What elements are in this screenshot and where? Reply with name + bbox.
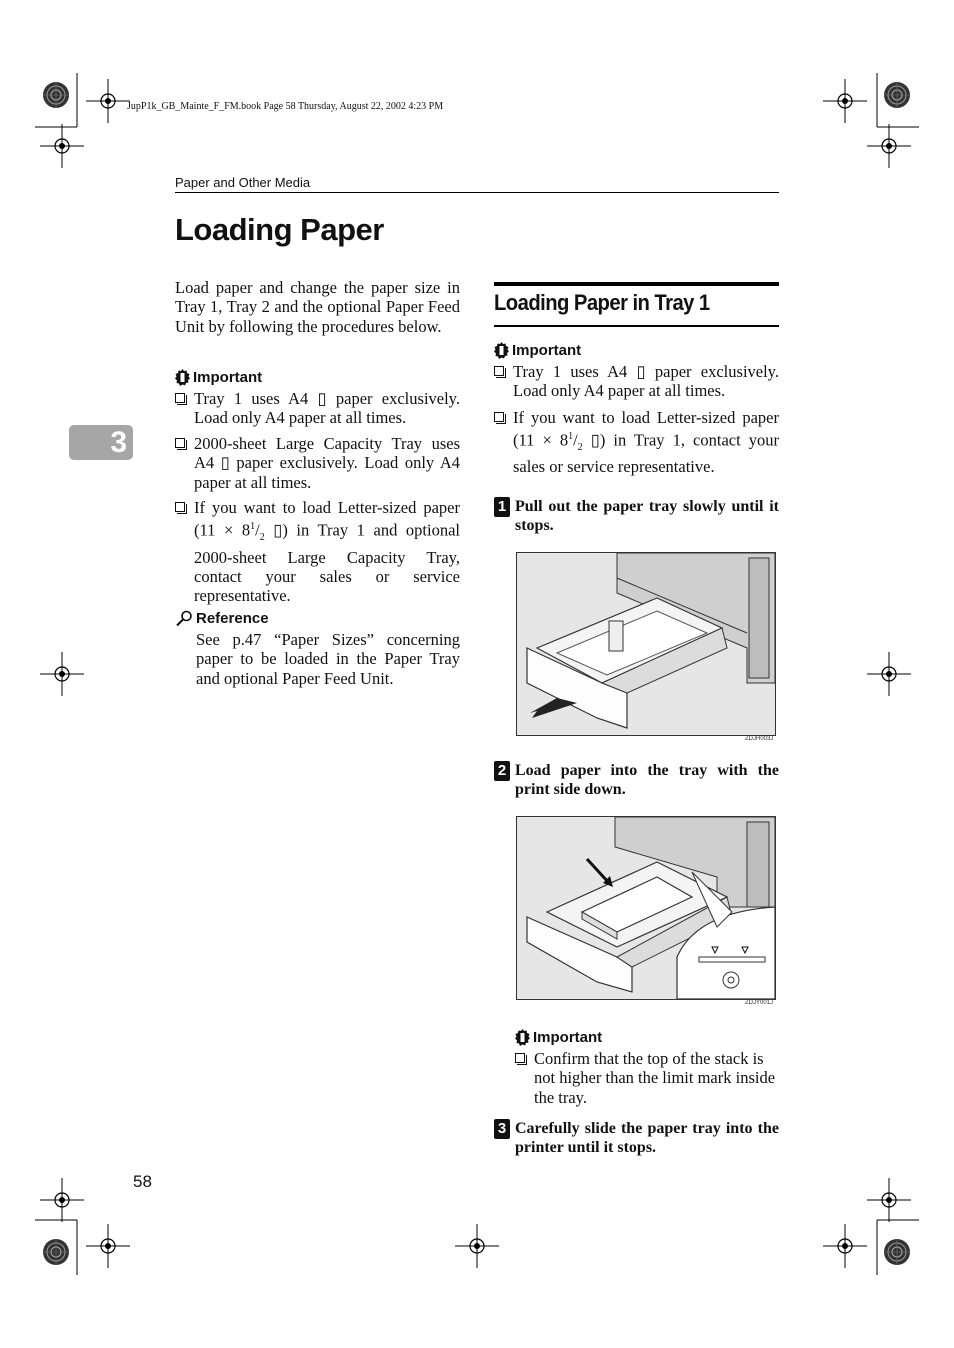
header-rule (175, 192, 779, 193)
list-item: 2000-sheet Large Capacity Tray uses A4 ▯ paper exclusively. Load only A4 paper at all times. (175, 434, 460, 492)
chapter-number: 3 (110, 426, 127, 459)
list-item: Confirm that the top of the stack is not higher than the limit mark inside the tray. (515, 1049, 779, 1107)
intro-paragraph: Load paper and change the paper size in Tray 1, Tray 2 and the optional Paper Feed Unit by following the procedures below. (175, 278, 460, 336)
step-3 (494, 1119, 779, 1158)
checkbox-bullet-icon (494, 412, 504, 422)
checkbox-bullet-icon (515, 1053, 525, 1063)
important-block-step2 (515, 1029, 779, 1107)
checkbox-bullet-icon (175, 438, 185, 448)
magnifier-icon (175, 610, 193, 627)
reference-label: Reference (196, 610, 269, 627)
checkbox-bullet-icon (175, 502, 185, 512)
figure-load-paper (516, 816, 776, 1000)
chapter-tab (69, 425, 133, 460)
important-heading (175, 369, 460, 386)
reference-block (175, 610, 460, 688)
list-item: Tray 1 uses A4 ▯ paper exclusively. Load only A4 paper at all times. (175, 389, 460, 428)
important-label: Important (512, 342, 582, 359)
important-heading (494, 342, 779, 359)
step-1 (494, 497, 779, 536)
paper-orientation-icon: ▯ (220, 453, 230, 473)
list-item: Tray 1 uses A4 ▯ paper exclusively. Load only A4 paper at all times. (494, 362, 779, 401)
important-block-left (175, 369, 460, 606)
important-icon (494, 342, 509, 359)
list-item: If you want to load Letter-sized paper ($11 \times 8^1/_2$ ▯) in Tray 1, contact your sales or service representative. (494, 408, 779, 477)
step-text: Pull out the paper tray slowly until it stops. (515, 498, 779, 535)
reference-heading (175, 610, 460, 627)
step-number: 1 (494, 497, 510, 517)
step-number: 3 (494, 1119, 510, 1139)
step-2 (494, 761, 779, 800)
page-number: 58 (133, 1172, 152, 1191)
important-label: Important (193, 369, 263, 386)
figure-pull-tray (516, 552, 776, 736)
section-rule-top (494, 282, 779, 286)
important-block-right (494, 342, 779, 477)
figure-code: ZDJY001J (745, 1000, 774, 1006)
print-slug: JupP1k_GB_Mainte_F_FM.book Page 58 Thursday, August 22, 2002 4:23 PM (127, 101, 444, 112)
running-head: Paper and Other Media (175, 175, 311, 190)
step-text: Carefully slide the paper tray into the printer until it stops. (515, 1120, 779, 1157)
section-rule-bottom (494, 325, 779, 327)
page-title: Loading Paper (175, 212, 384, 247)
paper-orientation-icon: ▯ (636, 362, 646, 381)
reference-text: See p.47 “Paper Sizes” concerning paper to be loaded in the Paper Tray and optional Paper Feed Unit. (196, 630, 460, 688)
step-text: Load paper into the tray with the print side down. (515, 762, 779, 799)
paper-orientation-icon: ▯ (317, 389, 327, 408)
list-item: If you want to load Letter-sized paper ($11 \times 8^1/_2$ ▯) in Tray 1 and optional 2000-sheet Large Capacity Tray, contact your sales or service representative. (175, 498, 460, 606)
figure-code: ZDJH003J (745, 736, 774, 742)
checkbox-bullet-icon (494, 366, 504, 376)
tray-load-illustration (517, 817, 775, 999)
important-icon (175, 369, 190, 386)
paper-orientation-icon: ▯ (273, 520, 283, 540)
tray-pull-illustration (517, 553, 775, 735)
important-heading (515, 1029, 779, 1046)
section-title: Loading Paper in Tray 1 (494, 290, 710, 315)
step-number: 2 (494, 761, 510, 781)
important-label: Important (533, 1029, 603, 1046)
important-icon (515, 1029, 530, 1046)
checkbox-bullet-icon (175, 393, 185, 403)
paper-orientation-icon: ▯ (590, 430, 600, 450)
